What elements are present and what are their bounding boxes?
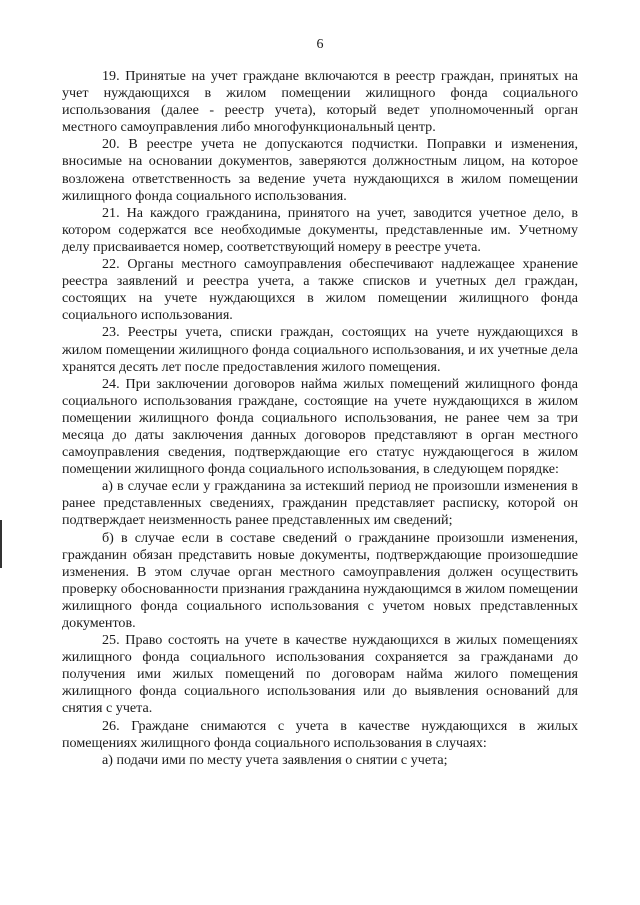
paragraph-24: 24. При заключении договоров найма жилых помещений жилищного фонда социального использования граждане, состоящие на учете нуждающихся в жилом помещении жилищного фонда социального использования, не ранее чем за три месяца до даты заключения данных договоров представляют в орган местного самоуправления сведения, подтверждающие его статус нуждающегося в жилом помещении жилищного фонда социального использования, в следующем порядке: bbox=[62, 375, 578, 478]
paragraph-26: 26. Граждане снимаются с учета в качестве нуждающихся в жилых помещениях жилищного фонда социального использования в случаях: bbox=[62, 717, 578, 751]
margin-scan-mark bbox=[0, 520, 2, 568]
document-body bbox=[62, 68, 578, 769]
paragraph-26-a: а) подачи ими по месту учета заявления о снятии с учета; bbox=[102, 751, 448, 768]
paragraph-24-a: а) в случае если у гражданина за истекший период не произошли изменения в ранее представленных сведениях, гражданин представляет расписку, которой он подтверждает неизменность ранее представленных им сведений; bbox=[62, 478, 578, 529]
paragraph-21: 21. На каждого гражданина, принятого на учет, заводится учетное дело, в котором содержатся все необходимые документы, представленные им. Учетному делу присваивается номер, соответствующий номеру в реестре учета. bbox=[62, 204, 578, 255]
paragraph-19: 19. Принятые на учет граждане включаются в реестр граждан, принятых на учет нуждающихся в жилом помещении жилищного фонда социального использования (далее - реестр учета), который ведет уполномоченный орган местного самоуправления либо многофункциональный центр. bbox=[62, 68, 578, 136]
paragraph-23: 23. Реестры учета, списки граждан, состоящих на учете нуждающихся в жилом помещении жилищного фонда социального использования, и их учетные дела хранятся десять лет после предоставления жилого помещения. bbox=[62, 324, 578, 375]
paragraph-20: 20. В реестре учета не допускаются подчистки. Поправки и изменения, вносимые на основании документов, заверяются должностным лицом, на которое возложена ответственность за ведение учета нуждающихся в жилом помещении жилищного фонда социального использования. bbox=[62, 136, 578, 204]
paragraph-22: 22. Органы местного самоуправления обеспечивают надлежащее хранение реестра заявлений и реестра учета, а также списков и учетных дел граждан, состоящих на учете нуждающихся в жилом помещении жилищного фонда социального использования. bbox=[62, 256, 578, 324]
page-number: 6 bbox=[316, 37, 324, 52]
paragraph-25: 25. Право состоять на учете в качестве нуждающихся в жилых помещениях жилищного фонда социального использования сохраняется за гражданами до получения ими жилых помещений по договорам найма жилого помещения жилищного фонда социального использования или до выявления оснований для снятия с учета. bbox=[62, 632, 578, 717]
paragraph-24-b: б) в случае если в составе сведений о гражданине произошли изменения, гражданин обязан представить новые документы, подтверждающие произошедшие изменения. В этом случае орган местного самоуправления должен осуществить проверку обоснованности признания гражданина нуждающимся в жилом помещении жилищного фонда социального использования с учетом новых представленных документов. bbox=[62, 529, 578, 631]
